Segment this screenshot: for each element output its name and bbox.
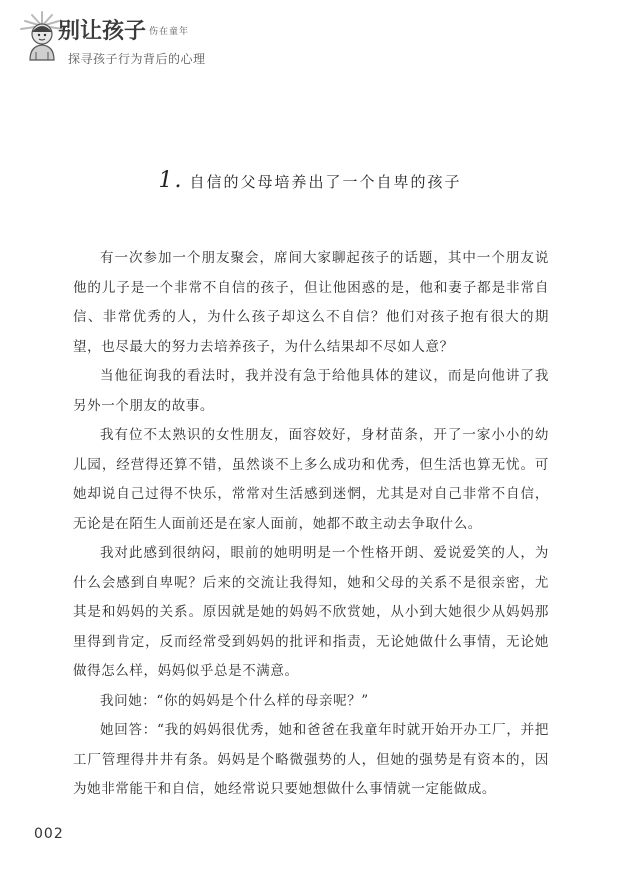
body-text xyxy=(73,244,549,805)
book-tagline: 探寻孩子行为背后的心理 xyxy=(68,52,206,66)
paragraph: 我有位不太熟识的女性朋友，面容姣好，身材苗条，开了一家小小的幼儿园，经营得还算不错，虽然谈不上多么成功和优秀，但生活也算无忧。可她却说自己过得不快乐，常常对生活感到迷惘，尤其是对自己非常不自信，无论是在陌生人面前还是在家人面前，她都不敢主动去争取什么。 xyxy=(73,427,549,532)
page-number: 002 xyxy=(34,826,64,842)
paragraph: 我对此感到很纳闷，眼前的她明明是一个性格开朗、爱说爱笑的人，为什么会感到自卑呢？后来的交流让我得知，她和父母的关系不是很亲密，尤其是和妈妈的关系。原因就是她的妈妈不欣赏她，从小到大她很少从妈妈那里得到肯定，反而经常受到妈妈的批评和指责，无论她做什么事情，无论她做得怎么样，妈妈似乎总是不满意。 xyxy=(73,545,549,679)
chapter-title-text: 自信的父母培养出了一个自卑的孩子 xyxy=(189,173,462,191)
chapter-number: 1. xyxy=(158,168,184,193)
paragraph: 她回答：“我的妈妈很优秀，她和爸爸在我童年时就开始开办工厂，并把工厂管理得井井有条。妈妈是个略微强势的人，但她的强势是有资本的，因为她非常能干和自信，她经常说只要她想做什么事情就一定能做成。 xyxy=(73,722,549,797)
book-title-suffix: 伤在童年 xyxy=(149,27,190,37)
paragraph: 有一次参加一个朋友聚会，席间大家聊起孩子的话题，其中一个朋友说他的儿子是一个非常不自信的孩子，但让他困惑的是，他和妻子都是非常自信、非常优秀的人，为什么孩子却这么不自信？他们对孩子抱有很大的期望，也尽最大的努力去培养孩子，为什么结果却不尽如人意？ xyxy=(73,250,549,355)
book-title: 别让孩子 xyxy=(58,19,147,44)
book-header xyxy=(12,6,312,66)
paragraph: 当他征询我的看法时，我并没有急于给他具体的建议，而是向他讲了我另外一个朋友的故事。 xyxy=(73,368,549,414)
chapter-title xyxy=(0,168,620,193)
book-brand xyxy=(58,14,189,45)
paragraph: 我问她：“你的妈妈是个什么样的母亲呢？” xyxy=(100,692,369,709)
